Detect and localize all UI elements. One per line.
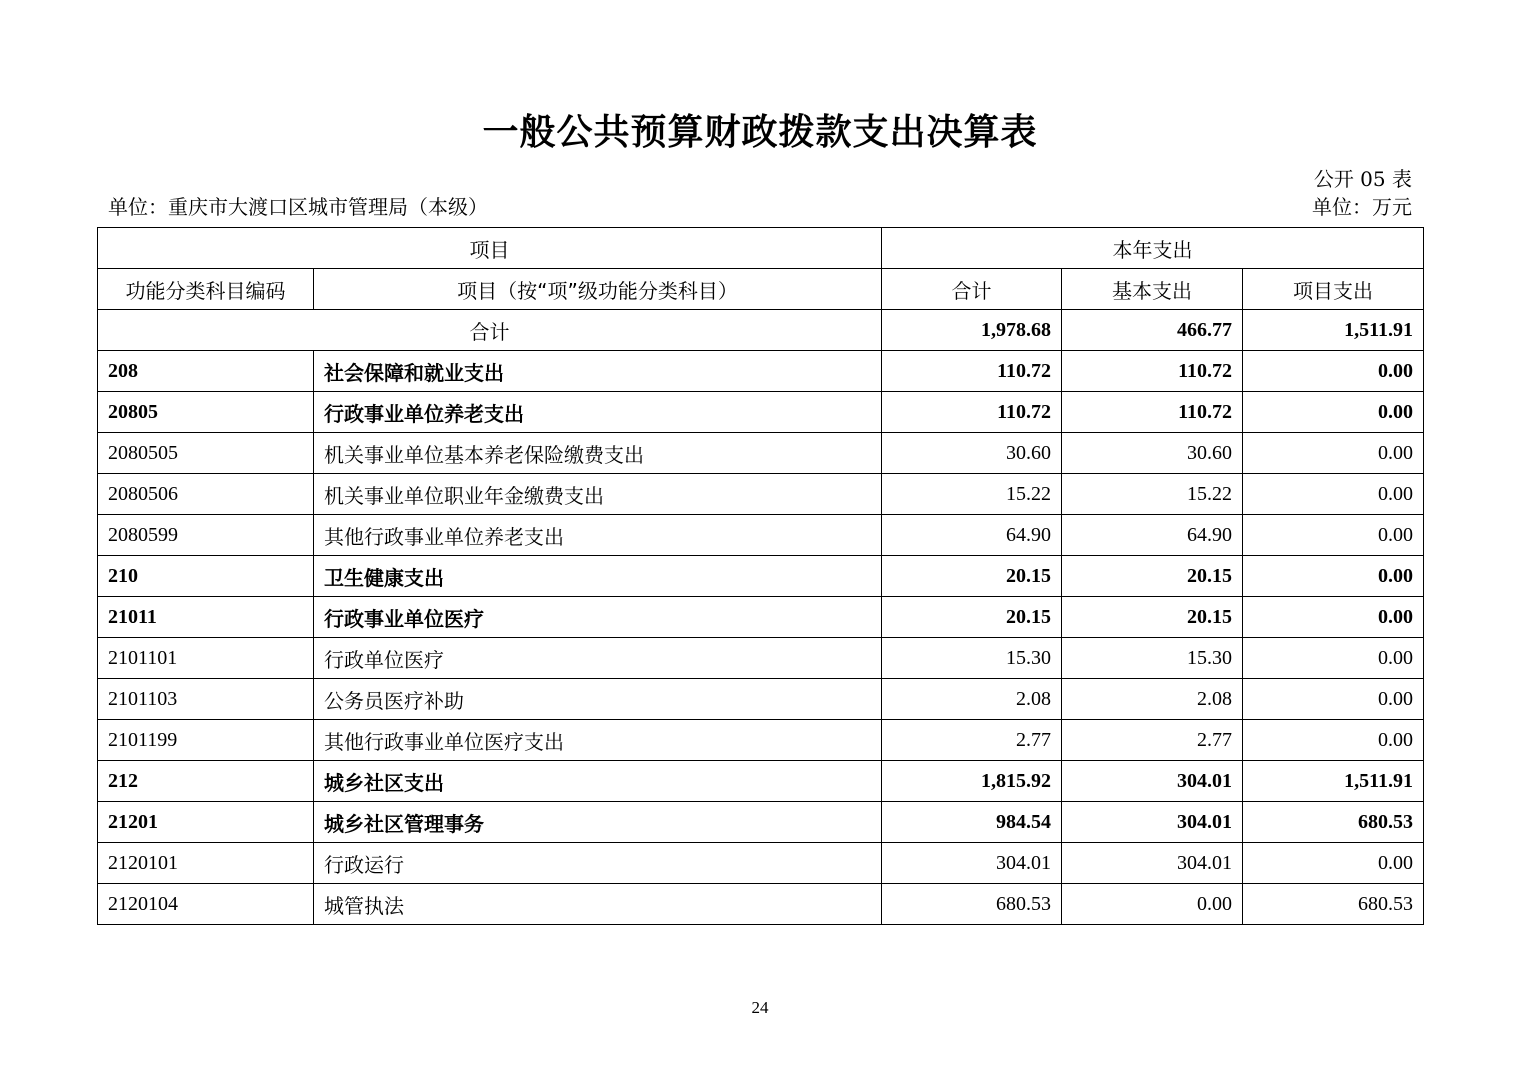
page-number: 24	[751, 998, 769, 1017]
row-total: 304.01	[882, 843, 1062, 884]
table-number: 公开 05 表	[1313, 167, 1412, 191]
row-basic: 110.72	[1062, 392, 1243, 433]
table-row	[98, 474, 1424, 515]
total-label: 合计	[98, 310, 882, 351]
row-code: 2120104	[98, 884, 314, 925]
row-basic: 15.22	[1062, 474, 1243, 515]
row-project: 0.00	[1243, 515, 1424, 556]
row-code: 2101103	[98, 679, 314, 720]
row-basic: 2.77	[1062, 720, 1243, 761]
total-cell-project: 1,511.91	[1243, 310, 1424, 351]
table-row	[98, 556, 1424, 597]
table-row	[98, 597, 1424, 638]
header-item-group: 项目	[98, 228, 882, 269]
header-name: 项目（按“项”级功能分类科目）	[314, 269, 882, 310]
header-basic: 基本支出	[1062, 269, 1243, 310]
row-name: 社会保障和就业支出	[314, 351, 882, 392]
row-project: 0.00	[1243, 843, 1424, 884]
row-code: 20805	[98, 392, 314, 433]
row-basic: 110.72	[1062, 351, 1243, 392]
table-row	[98, 638, 1424, 679]
row-project: 0.00	[1243, 556, 1424, 597]
header-current-year-group: 本年支出	[882, 228, 1424, 269]
row-total: 15.22	[882, 474, 1062, 515]
row-code: 21201	[98, 802, 314, 843]
page-title: 一般公共预算财政拨款支出决算表	[482, 112, 1038, 153]
row-total: 20.15	[882, 556, 1062, 597]
row-name: 城乡社区支出	[314, 761, 882, 802]
row-code: 2080599	[98, 515, 314, 556]
row-project: 680.53	[1243, 802, 1424, 843]
row-project: 0.00	[1243, 433, 1424, 474]
table-row	[98, 843, 1424, 884]
header-total: 合计	[882, 269, 1062, 310]
row-basic: 30.60	[1062, 433, 1243, 474]
row-code: 21011	[98, 597, 314, 638]
table-row	[98, 351, 1424, 392]
row-code: 2120101	[98, 843, 314, 884]
header-row-columns	[98, 269, 1424, 310]
row-project: 0.00	[1243, 597, 1424, 638]
budget-table	[97, 227, 1424, 925]
row-name: 卫生健康支出	[314, 556, 882, 597]
row-total: 64.90	[882, 515, 1062, 556]
row-name: 其他行政事业单位养老支出	[314, 515, 882, 556]
row-basic: 20.15	[1062, 556, 1243, 597]
row-project: 0.00	[1243, 638, 1424, 679]
row-project: 1,511.91	[1243, 761, 1424, 802]
row-code: 212	[98, 761, 314, 802]
row-basic: 304.01	[1062, 843, 1243, 884]
row-name: 行政事业单位养老支出	[314, 392, 882, 433]
row-basic: 20.15	[1062, 597, 1243, 638]
row-project: 0.00	[1243, 720, 1424, 761]
row-name: 行政运行	[314, 843, 882, 884]
table-row	[98, 761, 1424, 802]
row-name: 公务员医疗补助	[314, 679, 882, 720]
row-name: 城管执法	[314, 884, 882, 925]
row-basic: 0.00	[1062, 884, 1243, 925]
row-code: 208	[98, 351, 314, 392]
row-name: 城乡社区管理事务	[314, 802, 882, 843]
table-row	[98, 802, 1424, 843]
row-project: 0.00	[1243, 474, 1424, 515]
table-row	[98, 884, 1424, 925]
row-total: 30.60	[882, 433, 1062, 474]
table-row	[98, 433, 1424, 474]
row-code: 2080505	[98, 433, 314, 474]
row-total: 2.77	[882, 720, 1062, 761]
row-total: 110.72	[882, 351, 1062, 392]
table-row	[98, 392, 1424, 433]
row-basic: 304.01	[1062, 802, 1243, 843]
row-total: 110.72	[882, 392, 1062, 433]
row-basic: 2.08	[1062, 679, 1243, 720]
row-project: 0.00	[1243, 679, 1424, 720]
table-row	[98, 720, 1424, 761]
row-code: 2080506	[98, 474, 314, 515]
row-project: 0.00	[1243, 351, 1424, 392]
row-total: 984.54	[882, 802, 1062, 843]
total-cell-basic: 466.77	[1062, 310, 1243, 351]
header-project: 项目支出	[1243, 269, 1424, 310]
row-name: 行政事业单位医疗	[314, 597, 882, 638]
table-row	[98, 679, 1424, 720]
row-total: 20.15	[882, 597, 1062, 638]
row-name: 行政单位医疗	[314, 638, 882, 679]
total-row	[98, 310, 1424, 351]
header-row-group	[98, 228, 1424, 269]
row-total: 680.53	[882, 884, 1062, 925]
row-basic: 64.90	[1062, 515, 1243, 556]
row-project: 680.53	[1243, 884, 1424, 925]
row-code: 2101199	[98, 720, 314, 761]
row-name: 机关事业单位职业年金缴费支出	[314, 474, 882, 515]
row-total: 1,815.92	[882, 761, 1062, 802]
unit-currency: 单位：万元	[1312, 195, 1412, 219]
row-name: 机关事业单位基本养老保险缴费支出	[314, 433, 882, 474]
row-total: 2.08	[882, 679, 1062, 720]
table-row	[98, 515, 1424, 556]
total-cell-total: 1,978.68	[882, 310, 1062, 351]
row-name: 其他行政事业单位医疗支出	[314, 720, 882, 761]
row-total: 15.30	[882, 638, 1062, 679]
row-basic: 304.01	[1062, 761, 1243, 802]
row-code: 2101101	[98, 638, 314, 679]
row-basic: 15.30	[1062, 638, 1243, 679]
row-project: 0.00	[1243, 392, 1424, 433]
row-code: 210	[98, 556, 314, 597]
header-code: 功能分类科目编码	[98, 269, 314, 310]
unit-organization: 单位：重庆市大渡口区城市管理局（本级）	[108, 195, 488, 219]
